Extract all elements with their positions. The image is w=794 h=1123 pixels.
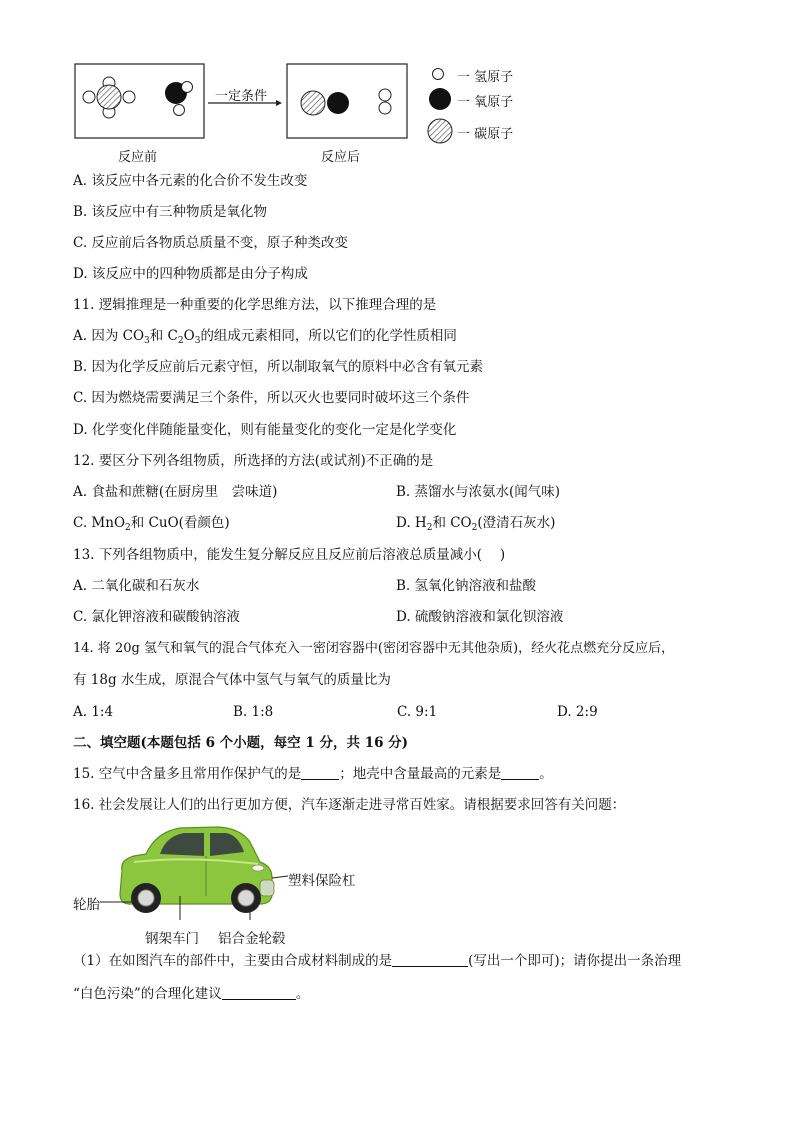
q14-stem-line2: 有 18g 水生成，原混合气体中氢气与氧气的质量比为 bbox=[73, 672, 391, 688]
q16-blank-1[interactable] bbox=[392, 954, 468, 967]
q10-option-b: B. 该反应中有三种物质是氧化物 bbox=[73, 204, 268, 220]
q14-stem-line1: 14. 将 20g 氢气和氧气的混合气体充入一密闭容器中(密闭容器中无其他杂质)，经火花点燃充分反应后， bbox=[73, 641, 675, 656]
q11-option-a: A. 因为 $CO_3$和 $C_2O_3$的组成元素相同，所以它们的化学性质相同 bbox=[73, 328, 457, 346]
car-label-hub: 铝合金轮毂 bbox=[218, 931, 286, 947]
carbon-monoxide-molecule bbox=[301, 91, 349, 115]
q10-option-a: A. 该反应中各元素的化合价不发生改变 bbox=[73, 173, 308, 189]
reaction-diagram bbox=[0, 0, 794, 170]
q16-sub1-line2: “白色污染”的合理化建议 。 bbox=[73, 986, 310, 1002]
hydrogen-atom-icon bbox=[433, 69, 444, 80]
car-label-bumper: 塑料保险杠 bbox=[288, 873, 356, 889]
q16-blank-2[interactable] bbox=[222, 987, 296, 1000]
q14-option-b: B. 1:8 bbox=[233, 704, 274, 720]
q13-option-a: A. 二氧化碳和石灰水 bbox=[73, 578, 200, 594]
q13-option-b: B. 氢氧化钠溶液和盐酸 bbox=[396, 578, 537, 594]
q11-option-c: C. 因为燃烧需要满足三个条件，所以灭火也要同时破坏这三个条件 bbox=[73, 390, 470, 406]
q12-option-d: D. $H_2$和 $CO_2$(澄清石灰水) bbox=[396, 515, 556, 533]
car-label-door: 钢架车门 bbox=[145, 931, 199, 947]
q13-option-d: D. 硫酸钠溶液和氯化钡溶液 bbox=[396, 609, 564, 625]
car-label-tire: 轮胎 bbox=[73, 897, 100, 913]
legend-hydrogen: 一 氢原子 bbox=[457, 70, 514, 85]
q11-option-b: B. 因为化学反应前后元素守恒，所以制取氧气的原料中必含有氧元素 bbox=[73, 359, 484, 375]
before-box bbox=[75, 64, 204, 138]
q15: 15. 空气中含量多且常用作保护气的是 ；地壳中含量最高的元素是 。 bbox=[73, 766, 553, 782]
methane-molecule bbox=[83, 77, 135, 118]
q14-option-d: D. 2:9 bbox=[557, 704, 598, 720]
q16-stem: 16. 社会发展让人们的出行更加方便，汽车逐渐走进寻常百姓家。请根据要求回答有关问题： bbox=[73, 797, 626, 813]
carbon-atom-icon bbox=[428, 119, 452, 143]
legend-carbon: 一 碳原子 bbox=[457, 127, 514, 142]
hydrogen-molecule bbox=[379, 89, 391, 114]
q16-sub1-line1: （1）在如图汽车的部件中，主要由合成材料制成的是 (写出一个即可)；请你提出一条治理 bbox=[73, 953, 682, 969]
q14-option-a: A. 1:4 bbox=[73, 704, 114, 720]
q12-option-b: B. 蒸馏水与浓氨水(闻气味) bbox=[396, 484, 561, 500]
section-heading: 二、填空题(本题包括 6 个小题，每空 1 分，共 16 分) bbox=[73, 735, 409, 751]
q11-stem: 11. 逻辑推理是一种重要的化学思维方法，以下推理合理的是 bbox=[73, 297, 437, 313]
q12-option-c: C. MnO$_2$和 CuO(看颜色) bbox=[73, 515, 230, 533]
water-molecule bbox=[165, 82, 193, 116]
rear-wheel bbox=[231, 883, 261, 913]
q10-option-d: D. 该反应中的四种物质都是由分子构成 bbox=[73, 266, 308, 282]
q13-stem: 13. 下列各组物质中，能发生复分解反应且反应前后溶液总质量减小( ) bbox=[73, 547, 506, 563]
q12-stem: 12. 要区分下列各组物质，所选择的方法(或试剂)不正确的是 bbox=[73, 453, 434, 469]
car-illustration bbox=[100, 822, 300, 922]
q14-option-c: C. 9:1 bbox=[397, 704, 438, 720]
legend-oxygen: 一 氧原子 bbox=[457, 95, 514, 110]
front-wheel bbox=[131, 883, 161, 913]
q12-option-a: A. 食盐和蔗糖(在厨房里 尝味道) bbox=[73, 484, 278, 500]
after-label: 反应后 bbox=[321, 150, 361, 165]
q15-blank-1[interactable] bbox=[301, 767, 339, 780]
q11-option-d: D. 化学变化伴随能量变化，则有能量变化的变化一定是化学变化 bbox=[73, 422, 457, 438]
oxygen-atom-icon bbox=[429, 88, 451, 110]
q10-option-c: C. 反应前后各物质总质量不变，原子种类改变 bbox=[73, 235, 348, 251]
before-label: 反应前 bbox=[118, 150, 158, 165]
q15-blank-2[interactable] bbox=[501, 767, 539, 780]
arrow-label: 一定条件 bbox=[215, 89, 268, 104]
q13-option-c: C. 氯化钾溶液和碳酸钠溶液 bbox=[73, 609, 240, 625]
